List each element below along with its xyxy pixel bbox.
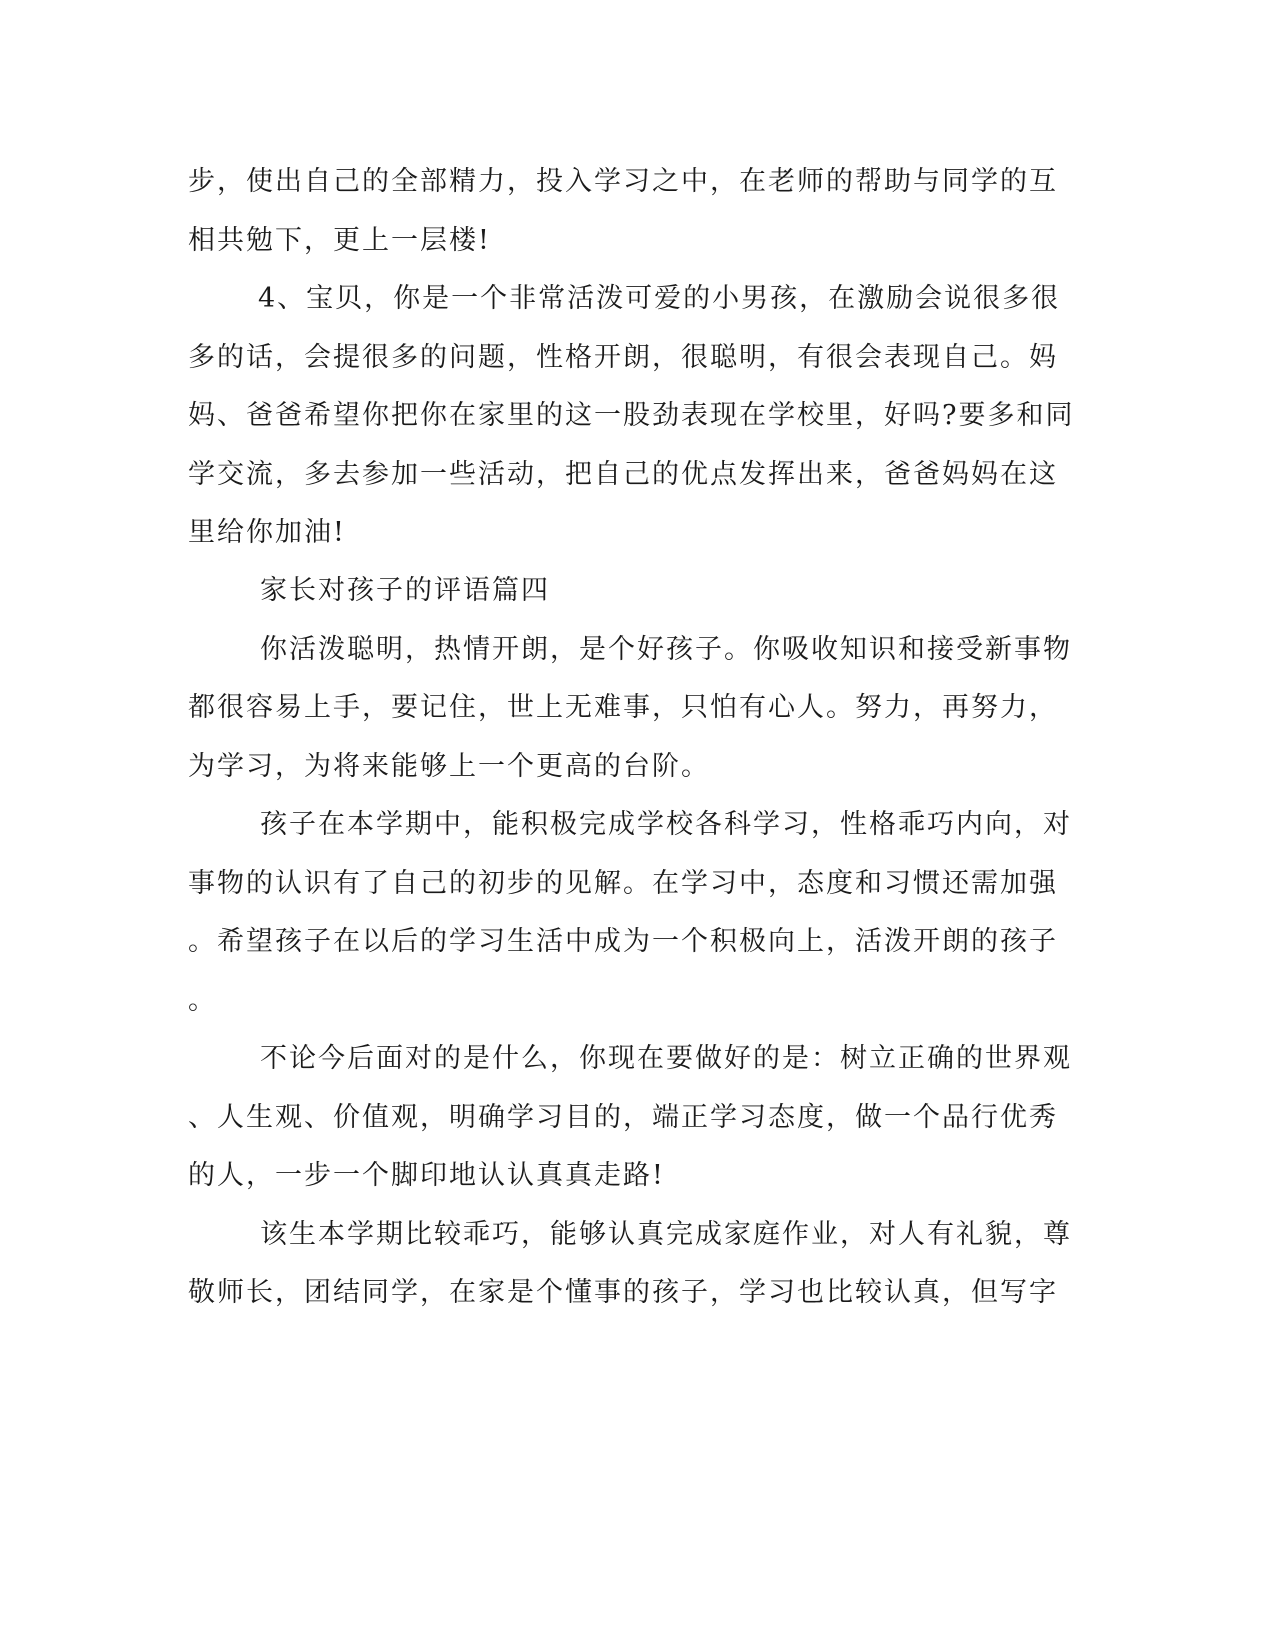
text-line: 多的话，会提很多的问题，性格开朗，很聪明，有很会表现自己。妈 (188, 342, 1058, 373)
text-line: 事物的认识有了自己的初步的见解。在学习中，态度和习惯还需加强 (188, 868, 1058, 899)
text-line: 敬师长，团结同学，在家是个懂事的孩子，学习也比较认真，但写字 (188, 1277, 1058, 1308)
text-line: 。 (188, 985, 217, 1016)
text-line: 该生本学期比较乖巧，能够认真完成家庭作业，对人有礼貌，尊 (260, 1219, 1072, 1250)
text-line: 妈、爸爸希望你把你在家里的这一股劲表现在学校里，好吗?要多和同 (188, 400, 1075, 431)
text-line: 不论今后面对的是什么，你现在要做好的是：树立正确的世界观 (260, 1043, 1072, 1074)
text-line: 步，使出自己的全部精力，投入学习之中，在老师的帮助与同学的互 (188, 166, 1058, 197)
text-line: 为学习，为将来能够上一个更高的台阶。 (188, 751, 710, 782)
text-line: 都很容易上手，要记住，世上无难事，只怕有心人。努力，再努力， (188, 692, 1058, 723)
text-line: 你活泼聪明，热情开朗，是个好孩子。你吸收知识和接受新事物 (260, 634, 1072, 665)
text-line: 学交流，多去参加一些活动，把自己的优点发挥出来，爸爸妈妈在这 (188, 459, 1058, 490)
text-line: 的人，一步一个脚印地认认真真走路! (188, 1160, 665, 1191)
text-line: 4、宝贝，你是一个非常活泼可爱的小男孩，在激励会说很多很 (258, 283, 1061, 314)
text-line: 。希望孩子在以后的学习生活中成为一个积极向上，活泼开朗的孩子 (188, 926, 1058, 957)
text-line: 孩子在本学期中，能积极完成学校各科学习，性格乖巧内向，对 (260, 809, 1072, 840)
text-line: 、人生观、价值观，明确学习目的，端正学习态度，做一个品行优秀 (188, 1102, 1058, 1133)
section-heading: 家长对孩子的评语篇四 (260, 575, 550, 606)
text-line: 相共勉下，更上一层楼! (188, 225, 491, 256)
text-line: 里给你加油! (188, 517, 346, 548)
